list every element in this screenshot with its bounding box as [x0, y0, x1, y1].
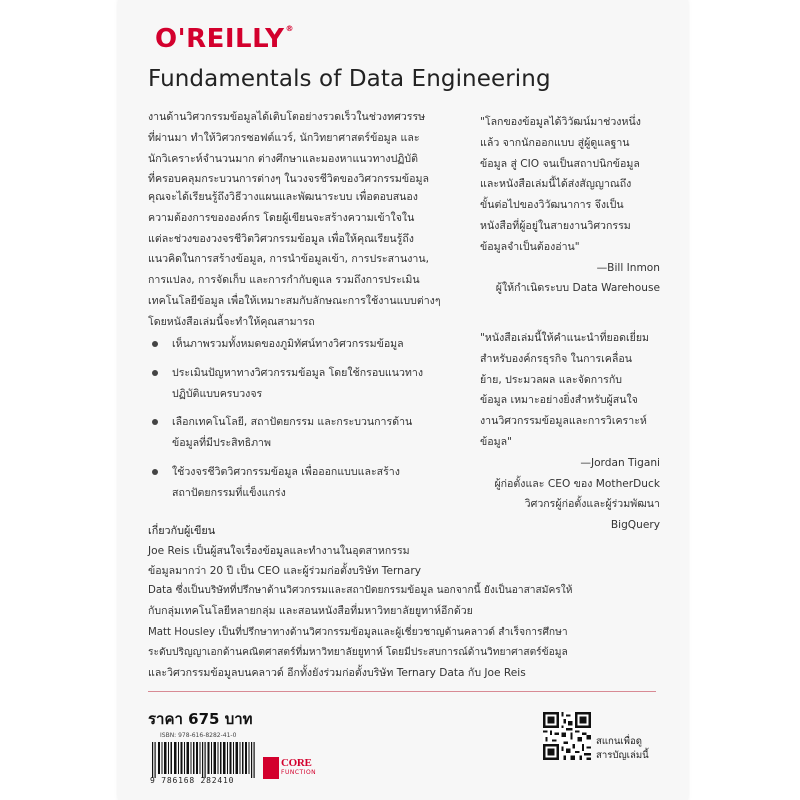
learn-line: เทคโนโลยีข้อมูล เพื่อให้เหมาะสมกับลักษณะการใช้งานแบบต่างๆ	[148, 294, 441, 307]
quote-line: สำหรับองค์กรธุรกิจ ในการเคลื่อน	[480, 352, 632, 365]
learn-line: แนวคิดในการสร้างข้อมูล, การนำข้อมูลเข้า, การประสานงาน,	[148, 253, 429, 266]
intro-line: ที่ครอบคลุมกระบวนการต่างๆ ในวงจรชีวิตของวิศวกรรมข้อมูล	[148, 173, 429, 186]
barcode-number: 9 786168 282410	[150, 776, 235, 785]
list-item	[148, 334, 473, 355]
learn-line: แต่ละช่วงของวงจรชีวิตวิศวกรรมข้อมูล เพื่อให้คุณเรียนรู้ถึง	[148, 232, 414, 245]
oreilly-logo	[155, 24, 294, 54]
intro-paragraph	[148, 107, 473, 190]
scan-instructions	[596, 735, 649, 763]
bullet-line: ข้อมูลที่มีประสิทธิภาพ	[172, 437, 271, 450]
barcode-icon	[150, 740, 256, 780]
intro-line: ที่ผ่านมา ทำให้วิศวกรซอฟต์แวร์, นักวิทยาศาสตร์ข้อมูล และ	[148, 131, 420, 144]
intro-line: งานด้านวิศวกรรมข้อมูลได้เติบโตอย่างรวดเร็วในช่วงทศวรรษ	[148, 111, 426, 123]
bullet-line: ปฏิบัติแบบครบวงจร	[172, 387, 263, 400]
feature-list	[148, 334, 473, 512]
imprint-name: CORE	[281, 757, 312, 769]
isbn-text: ISBN: 978-616-8282-41-0	[160, 732, 237, 739]
quote-author-role: วิศวกรผู้ก่อตั้งและผู้ร่วมพัฒนา	[524, 498, 660, 511]
publisher-name: O'REILLY	[155, 24, 285, 54]
quote-author-role: BigQuery	[610, 519, 660, 532]
quote-author: —Bill Inmon	[596, 261, 660, 274]
qr-code-icon	[543, 712, 591, 760]
learn-line: โดยหนังสือเล่มนี้จะทำให้คุณสามารถ	[148, 315, 315, 328]
quote-line: แล้ว จากนักออกแบบ สู่ผู้ดูแลฐาน	[480, 136, 630, 149]
author-joe-bio	[148, 541, 658, 621]
bio-line: และวิศวกรรมข้อมูลบนคลาวด์ อีกทั้งยังร่วมก่อตั้งบริษัท Ternary Data กับ Joe Reis	[148, 667, 526, 679]
bullet-line: ใช้วงจรชีวิตวิศวกรรมข้อมูล เพื่อออกแบบและสร้าง	[172, 465, 400, 478]
bullet-line: สถาปัตยกรรมที่แข็งแกร่ง	[172, 486, 286, 499]
imprint-sub: FUNCTION	[281, 769, 317, 776]
learn-line: คุณจะได้เรียนรู้ถึงวิธีวางแผนและพัฒนาระบบ เพื่อตอบสนอง	[148, 191, 418, 203]
registered-mark: ®	[285, 24, 294, 33]
divider	[148, 691, 656, 692]
quote-jordan-tigani	[480, 328, 660, 536]
learn-line: การแปลง, การจัดเก็บ และการกำกับดูแล รวมถึงการประเมิน	[148, 274, 420, 287]
quote-line: ข้อมูล สู่ CIO จนเป็นสถาปนิกข้อมูล	[480, 157, 640, 170]
price-label: ราคา 675 บาท	[148, 710, 253, 728]
bullet-line: เลือกเทคโนโลยี, สถาปัตยกรรม และกระบวนการด้าน	[172, 416, 413, 429]
scan-line: สารบัญเล่มนี้	[596, 750, 649, 761]
intro-line: นักวิเคราะห์จำนวนมาก ต่างศึกษาและมองหาแนวทางปฏิบัติ	[148, 152, 419, 165]
quote-line: "โลกของข้อมูลได้วิวัฒน์มาช่วงหนึ่ง	[480, 116, 641, 128]
quote-bill-inmon	[480, 112, 660, 299]
bio-line: Matt Housley เป็นที่ปรึกษาทางด้านวิศวกรรมข้อมูลและผู้เชี่ยวชาญด้านคลาวด์ สำเร็จการศึกษา	[148, 627, 568, 638]
bullet-line: เห็นภาพรวมทั้งหมดของภูมิทัศน์ทางวิศวกรรมข้อมูล	[172, 338, 404, 350]
learn-paragraph	[148, 187, 473, 333]
book-title: Fundamentals of Data Engineering	[148, 66, 551, 92]
quote-author-role: ผู้ก่อตั้งและ CEO ของ MotherDuck	[494, 477, 660, 490]
list-item	[148, 363, 473, 405]
list-item	[148, 412, 473, 454]
quote-line: "หนังสือเล่มนี้ให้คำแนะนำที่ยอดเยี่ยม	[480, 332, 650, 344]
bio-line: ข้อมูลมากว่า 20 ปี เป็น CEO และผู้ร่วมก่อตั้งบริษัท Ternary	[148, 565, 421, 577]
quote-line: ขั้นต่อไปของวิวัฒนาการ จึงเป็น	[480, 199, 624, 212]
bullet-line: ประเมินปัญหาทางวิศวกรรมข้อมูล โดยใช้กรอบแนวทาง	[172, 366, 424, 379]
authors-heading: เกี่ยวกับผู้เขียน	[148, 524, 216, 537]
quote-line: หนังสือที่ผู้อยู่ในสายงานวิศวกรรม	[480, 219, 631, 232]
quote-author: —Jordan Tigani	[580, 456, 660, 469]
quote-line: ข้อมูลจำเป็นต้องอ่าน"	[480, 240, 580, 253]
quote-line: และหนังสือเล่มนี้ได้ส่งสัญญาณถึง	[480, 178, 632, 191]
list-item	[148, 462, 473, 504]
learn-line: ความต้องการขององค์กร โดยผู้เขียนจะสร้างความเข้าใจใน	[148, 211, 415, 224]
quote-line: ย้าย, ประมวลผล และจัดการกับ	[480, 373, 622, 386]
quote-line: ข้อมูล"	[480, 435, 512, 448]
author-matt-bio	[148, 623, 658, 683]
bio-line: ระดับปริญญาเอกด้านคณิตศาสตร์ที่มหาวิทยาลัยยูทาห์ โดยมีประสบการณ์ด้านวิทยาศาสตร์ข้อมูล	[148, 647, 568, 658]
bio-line: Joe Reis เป็นผู้สนใจเรื่องข้อมูลและทำงานในอุตสาหกรรม	[148, 545, 410, 557]
core-function-logo-icon	[263, 757, 279, 779]
quote-line: งานวิศวกรรมข้อมูลและการวิเคราะห์	[480, 415, 647, 428]
quote-line: ข้อมูล เหมาะอย่างยิ่งสำหรับผู้สนใจ	[480, 394, 638, 407]
bio-line: Data ซึ่งเป็นบริษัทที่ปรึกษาด้านวิศวกรรมและสถาปัตยกรรมข้อมูล นอกจากนี้ ยังเป็นอาสาสมัครให้	[148, 585, 573, 596]
quote-author-role: ผู้ให้กำเนิดระบบ Data Warehouse	[495, 282, 660, 295]
bio-line: กับกลุ่มเทคโนโลยีหลายกลุ่ม และสอนหนังสือที่มหาวิทยาลัยยูทาห์อีกด้วย	[148, 605, 473, 617]
scan-line: สแกนเพื่อดู	[596, 736, 643, 747]
